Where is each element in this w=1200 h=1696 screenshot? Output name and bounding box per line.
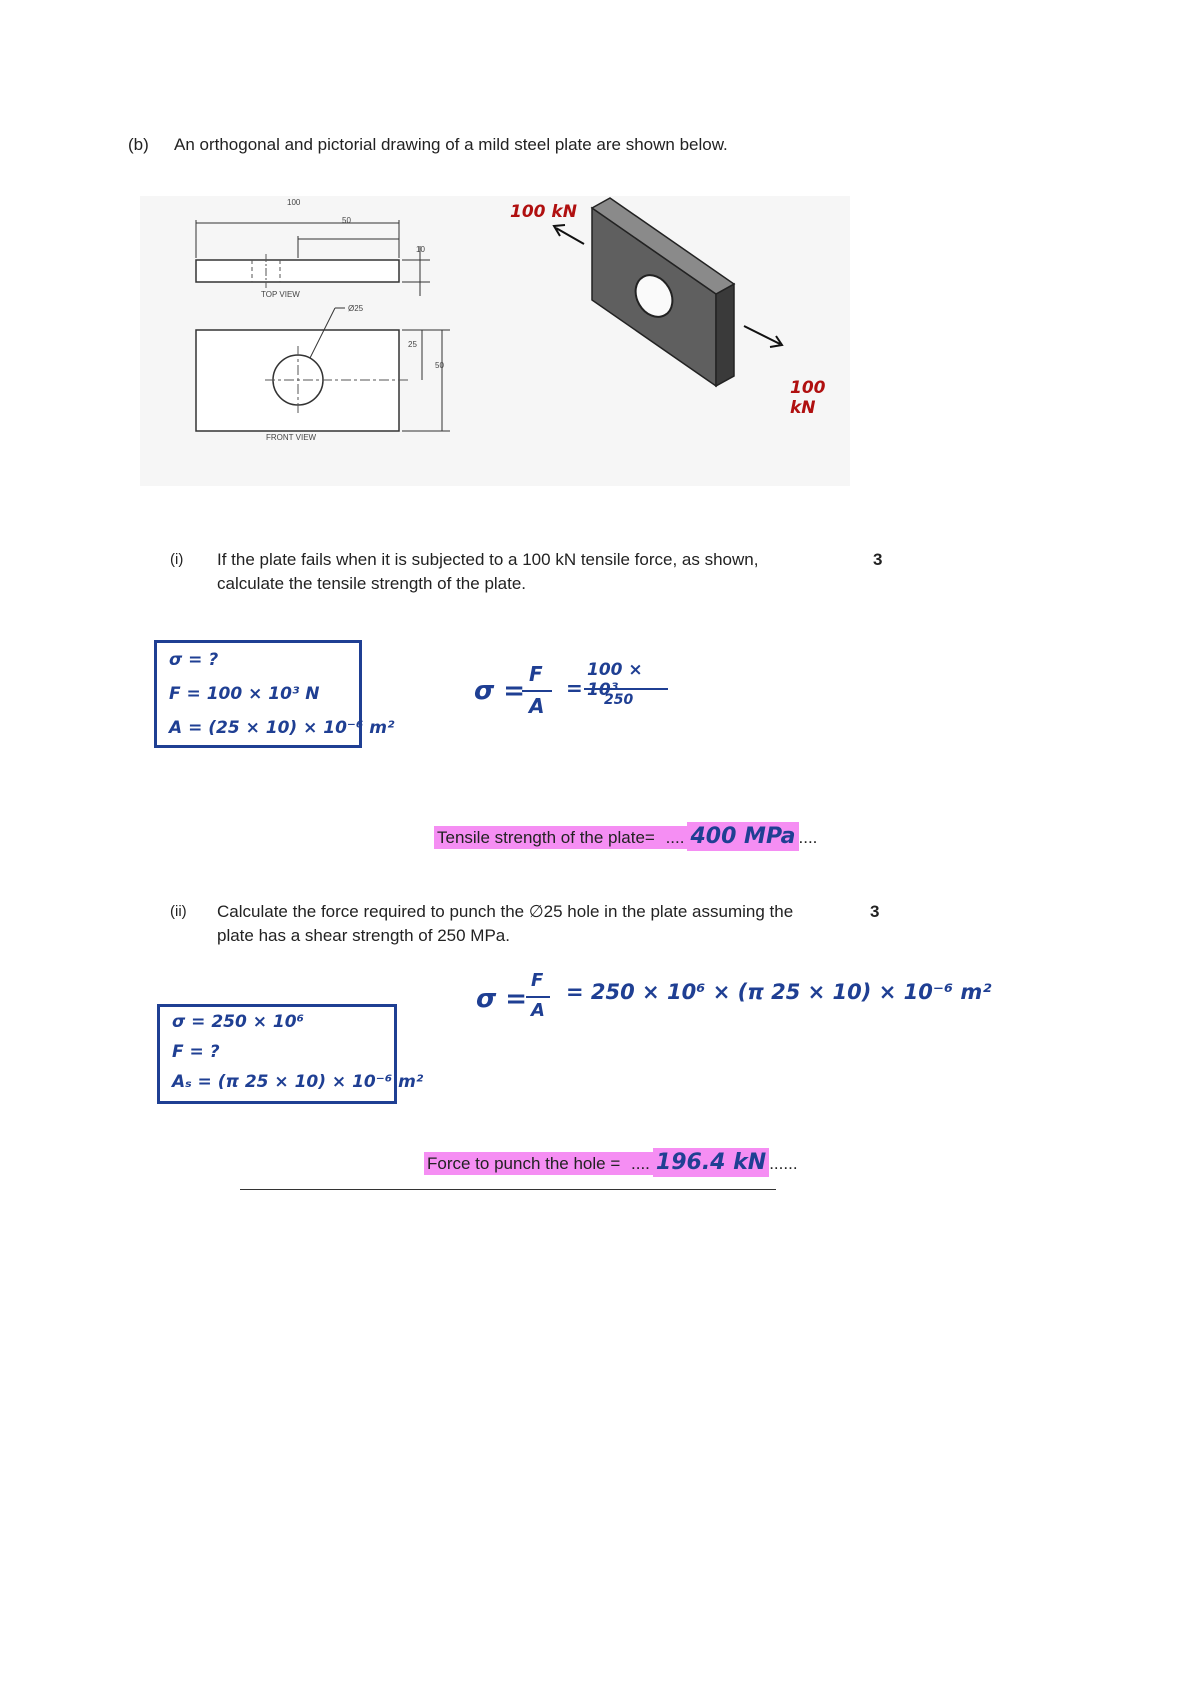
formula-ii-lhs: σ = [476, 984, 528, 1014]
question-intro: An orthogonal and pictorial drawing of a mild steel plate are shown below. [174, 135, 728, 154]
given-area: A = (25 × 10) × 10⁻⁶ m² [169, 718, 395, 738]
plate-drawing [140, 196, 850, 486]
section-divider [240, 1189, 776, 1190]
dim-100-label: 100 [287, 198, 301, 207]
part-ii-label: (ii) [170, 903, 187, 920]
top-view [196, 220, 430, 296]
force-bottom-label: 100 kN [790, 378, 826, 418]
formula-denominator: A [529, 694, 545, 718]
formula-lhs: σ = [474, 676, 526, 706]
part-ii-answer-dots-left: .... [628, 1152, 653, 1175]
hole-dim-label: Ø25 [348, 304, 364, 313]
part-ii-answer [424, 1150, 798, 1175]
drawing-panel [140, 196, 850, 486]
formula-ii-bar [526, 996, 550, 998]
formula-bar [522, 690, 552, 692]
dim-25-label: 25 [408, 340, 417, 349]
part-i-text-line1: If the plate fails when it is subjected to a 100 kN tensile force, as shown, [217, 550, 759, 569]
part-i-formula [474, 660, 674, 724]
dim-50-label: 50 [342, 216, 351, 225]
front-view [196, 308, 450, 431]
given-shear-strength: σ = 250 × 10⁶ [172, 1012, 304, 1032]
formula-equals: = [566, 676, 583, 700]
part-i-answer-value: 400 MPa [687, 822, 798, 851]
top-view-label: TOP VIEW [261, 290, 300, 299]
dim-10-label: 10 [416, 245, 425, 254]
question-label: (b) [128, 135, 149, 154]
formula-numerator: F [529, 662, 543, 686]
part-ii-answer-value: 196.4 kN [653, 1148, 769, 1177]
part-ii-text-line2: plate has a shear strength of 250 MPa. [217, 926, 510, 945]
part-ii-text-line1: Calculate the force required to punch the ∅25 hole in the plate assuming the [217, 902, 794, 921]
part-i-marks: 3 [873, 550, 883, 569]
part-i-label: (i) [170, 551, 184, 568]
formula-ii-denominator: A [531, 1000, 545, 1021]
given-stress: σ = ? [169, 650, 219, 670]
part-i-answer-dots-right: .... [798, 828, 818, 847]
given-force-unknown: F = ? [172, 1042, 220, 1062]
part-ii-answer-dots-right: ...... [769, 1154, 798, 1173]
dim-50-height-label: 50 [435, 361, 444, 370]
part-ii-formula [476, 972, 996, 1032]
part-i-answer [434, 824, 817, 849]
force-top-label: 100 kN [510, 202, 577, 222]
formula-ii-numerator: F [531, 970, 544, 991]
formula-bar-2 [584, 688, 668, 690]
part-i-given-box [154, 640, 395, 748]
formula-denominator-2: 250 [604, 692, 634, 708]
pictorial-plate [554, 198, 782, 386]
formula-numerator-2: 100 × 10³ [587, 660, 643, 700]
front-view-label: FRONT VIEW [266, 433, 317, 442]
part-i-answer-dots-left: .... [663, 826, 688, 849]
part-i-text-line2: calculate the tensile strength of the plate. [217, 574, 527, 593]
part-ii-given-box [157, 1004, 424, 1104]
given-shear-area: Aₛ = (π 25 × 10) × 10⁻⁶ m² [172, 1072, 424, 1092]
given-force: F = 100 × 10³ N [169, 684, 320, 704]
part-ii-marks: 3 [870, 902, 880, 921]
formula-ii-rhs: = 250 × 10⁶ × (π 25 × 10) × 10⁻⁶ m² [566, 980, 992, 1004]
part-i-answer-prefix: Tensile strength of the plate= [434, 826, 663, 849]
part-ii-answer-prefix: Force to punch the hole = [424, 1152, 628, 1175]
